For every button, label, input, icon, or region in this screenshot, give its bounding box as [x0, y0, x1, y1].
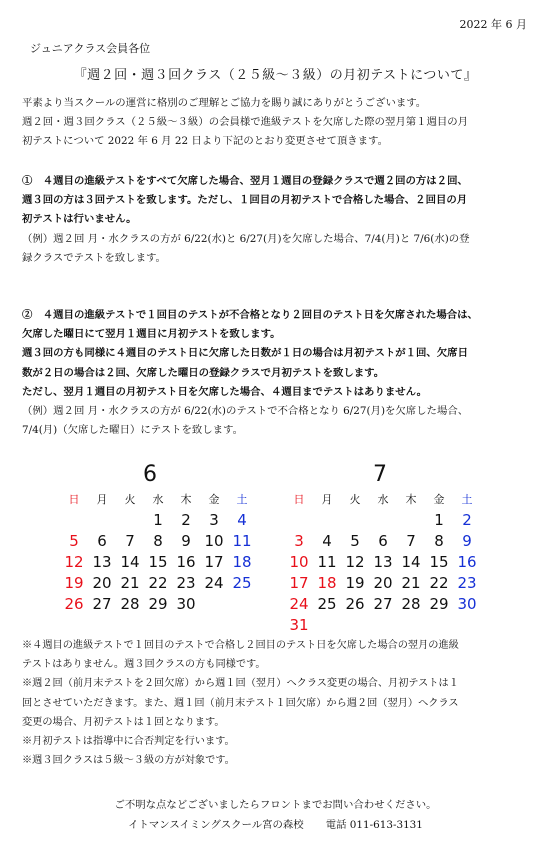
- text-line: 初テストについて 2022 年 6 月 22 日より下記のとおり変更させて頂きます。: [22, 135, 388, 148]
- calendar-month-label: 6: [143, 462, 157, 487]
- calendar-day: 5: [69, 532, 79, 550]
- calendar-day: 11: [317, 553, 337, 571]
- calendar-day: 7: [406, 532, 416, 550]
- calendar-day: 26: [64, 595, 84, 613]
- text-line: ① ４週目の進級テストをすべて欠席した場合、翌月１週目の登録クラスで週２回の方は２回、: [22, 175, 468, 187]
- text-line: 録クラスでテストを致します。: [22, 252, 166, 265]
- calendar-day: 15: [429, 553, 449, 571]
- calendar-day: 17: [204, 553, 224, 571]
- calendar-july: [285, 460, 475, 636]
- calendar-day: 27: [373, 595, 393, 613]
- calendar-empty-cell: [313, 510, 341, 531]
- calendar-empty-cell: [425, 615, 453, 636]
- section-2: [22, 306, 532, 402]
- calendar-empty-cell: [397, 510, 425, 531]
- weekday-label: 日: [68, 493, 80, 506]
- text-line: 7/4(月)（欠席した曜日）にテストを致します。: [22, 424, 244, 437]
- calendar-empty-cell: [116, 510, 144, 531]
- weekday-label: 金: [433, 493, 445, 506]
- calendar-day: 25: [317, 595, 337, 613]
- text-line: （例）週２回 月・水クラスの方が 6/22(水)と 6/27(月)を欠席した場合、7/4(月)と 7/6(水)の登: [22, 233, 470, 245]
- calendar-day: 25: [232, 574, 252, 592]
- calendar-day: 17: [289, 574, 309, 592]
- calendar-day: 5: [350, 532, 360, 550]
- phone-number: 電話 011-613-3131: [325, 819, 423, 831]
- section-1-example: [22, 230, 532, 268]
- calendar-june: [60, 460, 250, 615]
- weekday-label: 火: [349, 493, 361, 506]
- calendar-empty-cell: [88, 510, 116, 531]
- calendar-day: 27: [92, 595, 112, 613]
- note-line: 変更の場合、月初テストは１回となります。: [22, 716, 225, 728]
- calendar-day: 23: [176, 574, 196, 592]
- weekday-label: 月: [96, 493, 108, 506]
- intro-paragraph: [22, 94, 532, 152]
- calendar-day: 21: [120, 574, 140, 592]
- weekday-label: 水: [152, 493, 164, 506]
- calendar-day: 29: [148, 595, 168, 613]
- calendar-day: 4: [237, 511, 247, 529]
- calendar-day: 26: [345, 595, 365, 613]
- text-line: 数が２日の場合は２回、欠席した曜日の登録クラスで月初テストを致します。: [22, 366, 385, 379]
- calendar-day: 9: [462, 532, 472, 550]
- calendar-day: 10: [204, 532, 224, 550]
- calendar-day: 3: [294, 532, 304, 550]
- calendar-day: 4: [322, 532, 332, 550]
- calendar-day: 15: [148, 553, 168, 571]
- calendar-weekday-row: [285, 490, 475, 510]
- calendar-day: 24: [204, 574, 224, 592]
- calendar-empty-cell: [200, 594, 228, 615]
- calendar-empty-cell: [369, 510, 397, 531]
- note-line: ※週３回クラスは５級～３級の方が対象です。: [22, 755, 235, 767]
- calendar-day: 24: [289, 595, 309, 613]
- calendar-day: 18: [232, 553, 252, 571]
- weekday-label: 木: [180, 493, 192, 506]
- calendar-day: 20: [373, 574, 393, 592]
- calendar-day: 16: [457, 553, 477, 571]
- note-line: ※４週目の進級テストで１回目のテストで合格し２回目のテスト日を欠席した場合の翌月の進級: [22, 640, 459, 651]
- note-line: ※月初テストは指導中に合否判定を行います。: [22, 736, 235, 748]
- document-title: 『週２回・週３回クラス（２５級～３級）の月初テストについて』: [73, 68, 478, 83]
- calendar-day: 6: [97, 532, 107, 550]
- calendar-empty-cell: [453, 615, 481, 636]
- calendar-day: 19: [345, 574, 365, 592]
- calendar-day: 7: [125, 532, 135, 550]
- text-line: 週３回の方は３回テストを致します。ただし、１回目の月初テストで合格した場合、２回目の月: [22, 194, 468, 207]
- calendar-day: 21: [401, 574, 421, 592]
- text-line: （例）週２回 月・水クラスの方が 6/22(水)のテストで不合格となり 6/27(月)を欠席した場合、: [22, 405, 469, 417]
- calendar-empty-cell: [397, 615, 425, 636]
- calendar-day: 12: [64, 553, 84, 571]
- calendar-day: 3: [209, 511, 219, 529]
- calendar-day: 2: [181, 511, 191, 529]
- school-info: [0, 816, 551, 831]
- school-name: イトマンスイミングスクール宮の森校: [128, 819, 304, 831]
- weekday-label: 月: [321, 493, 333, 506]
- calendar-day: 28: [401, 595, 421, 613]
- text-line: 平素より当スクールの運営に格別のご理解とご協力を賜り誠にありがとうございます。: [22, 97, 427, 109]
- calendar-days-grid: [60, 510, 250, 615]
- text-line: 週３回の方も同様に４週目のテスト日に欠席した日数が１日の場合は月初テストが１回、欠席日: [22, 347, 468, 360]
- calendar-day: 1: [153, 511, 163, 529]
- calendar-day: 10: [289, 553, 309, 571]
- calendar-day: 11: [232, 532, 252, 550]
- calendar-empty-cell: [341, 615, 369, 636]
- note-line: 回とさせていただきます。また、週１回（前月末テスト１回欠席）から週２回（翌月）へクラス: [22, 697, 459, 709]
- notes-section: [22, 636, 532, 770]
- calendar-empty-cell: [313, 615, 341, 636]
- calendar-empty-cell: [285, 510, 313, 531]
- text-line: ただし、翌月１週目の月初テスト日を欠席した場合、４週目までテストはありません。: [22, 385, 428, 398]
- calendar-day: 12: [345, 553, 365, 571]
- calendar-day: 22: [148, 574, 168, 592]
- addressee: ジュニアクラス会員各位: [30, 42, 151, 55]
- calendar-day: 13: [373, 553, 393, 571]
- text-line: 週２回・週３回クラス（２５級～３級）の会員様で進級テストを欠席した際の翌月第１週目の月: [22, 116, 469, 129]
- contact-note: ご不明な点などございましたらフロントまでお問い合わせください。: [114, 799, 437, 811]
- calendar-month-label: 7: [373, 462, 387, 487]
- calendar-weekday-row: [60, 490, 250, 510]
- calendar-day: 14: [401, 553, 421, 571]
- calendar-day: 23: [457, 574, 477, 592]
- calendar-day: 28: [120, 595, 140, 613]
- note-line: ※週２回（前月末テストを２回欠席）から週１回（翌月）へクラス変更の場合、月初テストは１: [22, 678, 459, 690]
- calendar-empty-cell: [60, 510, 88, 531]
- text-line: 欠席した曜日にて翌月１週目に月初テストを致します。: [22, 328, 281, 341]
- calendar-day: 19: [64, 574, 84, 592]
- weekday-label: 土: [236, 493, 248, 506]
- weekday-label: 日: [293, 493, 305, 506]
- document-date: 2022 年 6 月: [459, 18, 527, 31]
- note-line: テストはありません。週３回クラスの方も同様です。: [22, 659, 266, 671]
- calendar-days-grid: [285, 510, 475, 636]
- calendar-day: 6: [378, 532, 388, 550]
- calendar-day: 18: [317, 574, 337, 592]
- calendar-empty-cell: [341, 510, 369, 531]
- weekday-label: 木: [405, 493, 417, 506]
- section-2-example: [22, 402, 532, 440]
- calendar-day: 14: [120, 553, 140, 571]
- calendar-day: 8: [434, 532, 444, 550]
- calendar-day: 20: [92, 574, 112, 592]
- calendar-day: 13: [92, 553, 112, 571]
- text-line: ② ４週目の進級テストで１回目のテストが不合格となり２回目のテスト日を欠席された場合は、: [22, 309, 478, 321]
- calendar-empty-cell: [369, 615, 397, 636]
- weekday-label: 火: [124, 493, 136, 506]
- calendar-day: 30: [457, 595, 477, 613]
- calendar-empty-cell: [228, 594, 256, 615]
- section-1: [22, 172, 532, 230]
- calendar-day: 30: [176, 595, 196, 613]
- calendar-day: 1: [434, 511, 444, 529]
- weekday-label: 水: [377, 493, 389, 506]
- calendar-day: 2: [462, 511, 472, 529]
- weekday-label: 金: [208, 493, 220, 506]
- calendar-day: 31: [289, 616, 309, 634]
- calendar-day: 16: [176, 553, 196, 571]
- calendar-day: 29: [429, 595, 449, 613]
- calendar-day: 8: [153, 532, 163, 550]
- calendar-day: 9: [181, 532, 191, 550]
- text-line: 初テストは行いません。: [22, 213, 137, 226]
- weekday-label: 土: [461, 493, 473, 506]
- calendar-day: 22: [429, 574, 449, 592]
